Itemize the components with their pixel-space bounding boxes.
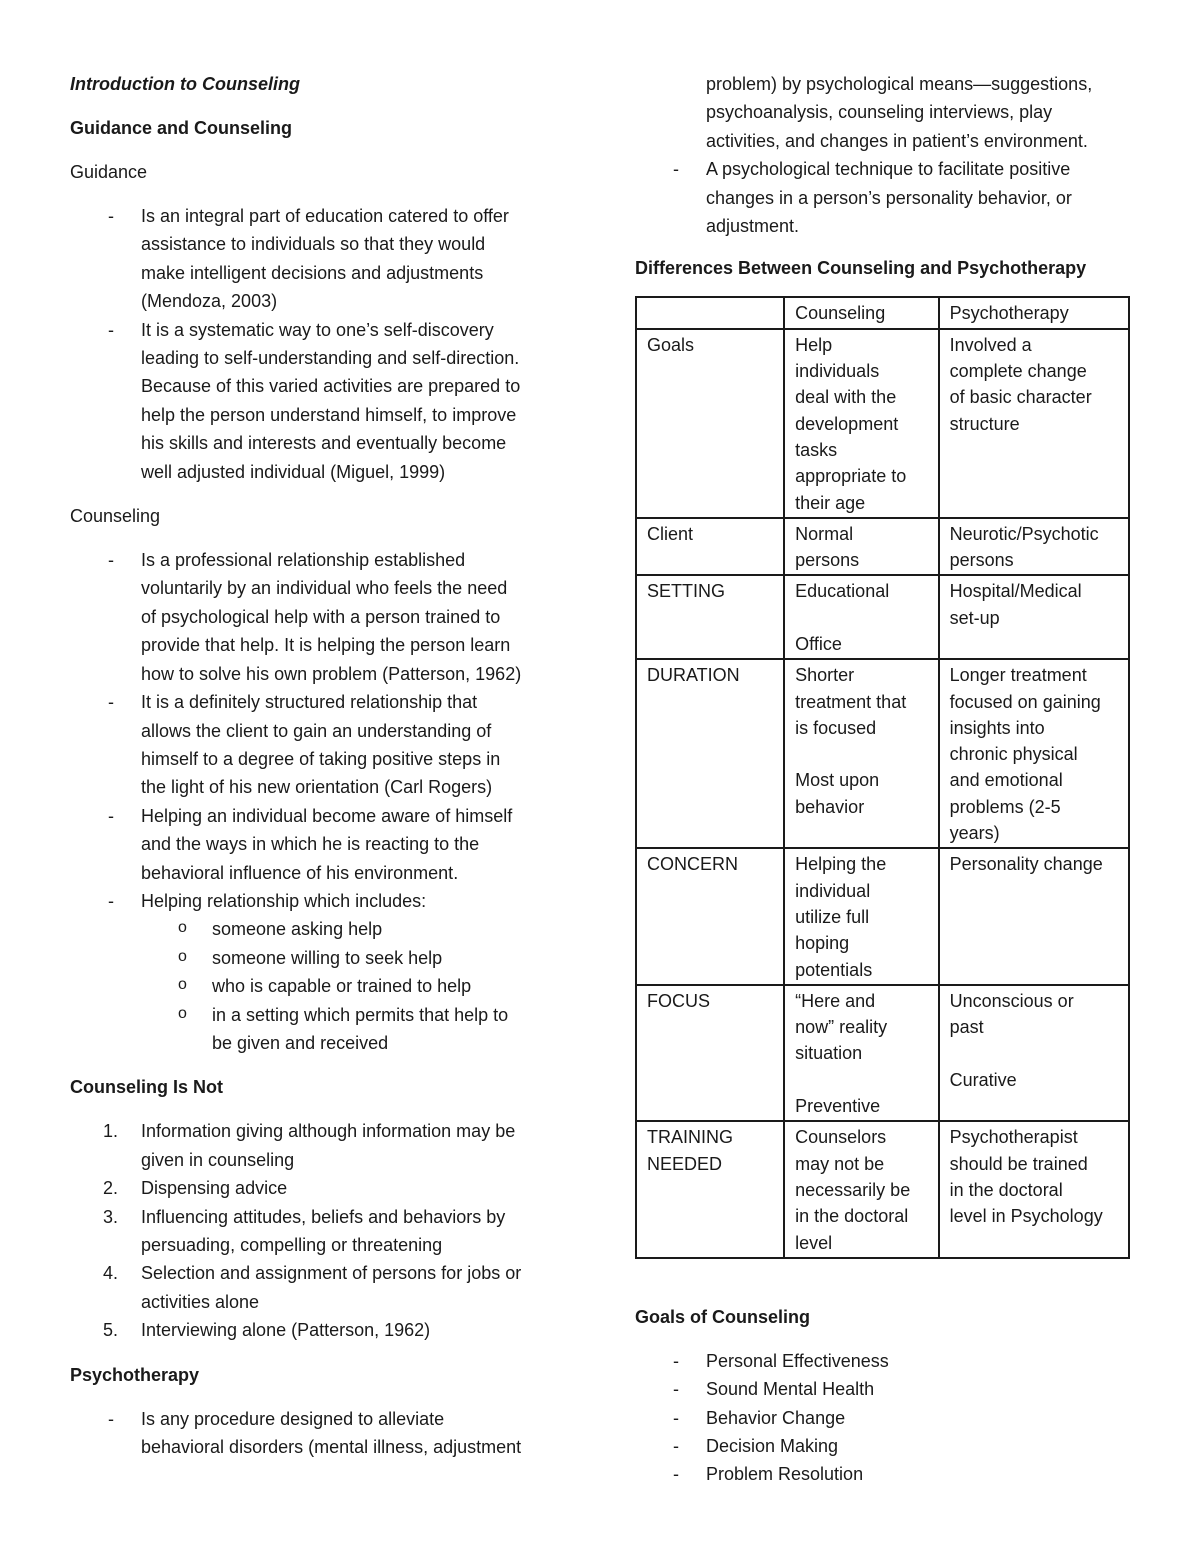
- cell-text: Goals: [647, 334, 695, 355]
- table-cell: [636, 848, 784, 984]
- psychotherapy-item: [70, 1405, 580, 1462]
- text-line: o who is capable or trained to help: [212, 976, 472, 997]
- cell-text: development: [795, 413, 899, 434]
- cell-text: Client: [647, 523, 694, 544]
- counseling-is-not-item: [70, 1174, 580, 1202]
- table-cell: [939, 518, 1129, 576]
- table-cell: [939, 848, 1129, 984]
- psychotherapy-list-continued: [635, 155, 1135, 240]
- heading-counseling-is-not: Counseling Is Not: [70, 1077, 223, 1098]
- table-cell: [636, 329, 784, 518]
- cell-text: [795, 605, 927, 631]
- cell-text: should be trained: [949, 1153, 1088, 1174]
- text-line: and the ways in which he is reacting to the: [141, 834, 480, 855]
- text-line: - Personal Effectiveness: [706, 1350, 889, 1371]
- text-line: - Is an integral part of education catered to offer: [141, 206, 509, 226]
- item-number: 1.: [103, 1121, 119, 1142]
- text-line: given in counseling: [141, 1149, 295, 1170]
- cell-text: complete change: [949, 361, 1087, 382]
- text-line: persuading, compelling or threatening: [141, 1235, 443, 1255]
- cell-text: Help: [795, 334, 833, 355]
- cell-text: Curative: [949, 1069, 1017, 1090]
- table-row: [636, 848, 1129, 984]
- table-cell: [939, 985, 1129, 1121]
- cell-text: Neurotic/Psychotic: [949, 523, 1099, 544]
- cell-text: Helping the: [795, 854, 887, 875]
- text-line: adjustment.: [706, 216, 800, 237]
- cell-text: Involved a: [949, 334, 1032, 355]
- text-line: be given and received: [212, 1032, 389, 1053]
- right-column: [635, 70, 1135, 1505]
- table-cell: [636, 297, 784, 328]
- cell-text: individual: [795, 880, 871, 901]
- text-line: help the person understand himself, to improve: [141, 404, 517, 425]
- table-cell: [784, 985, 938, 1121]
- text-line: - Helping relationship which includes:: [141, 890, 427, 911]
- text-line: his skills and interests and eventually become: [141, 433, 507, 454]
- cell-text: hoping: [795, 933, 850, 954]
- table-cell: [636, 659, 784, 848]
- goal-item: [635, 1375, 1135, 1403]
- table-cell: [939, 575, 1129, 659]
- goal-item: [635, 1460, 1135, 1488]
- table-cell: [636, 575, 784, 659]
- goals-list: [635, 1347, 1135, 1489]
- cell-text: Hospital/Medical: [949, 581, 1082, 602]
- cell-text: [795, 741, 927, 767]
- cell-text: level in Psychology: [949, 1206, 1103, 1227]
- guidance-list: [70, 202, 580, 486]
- text-line: Selection and assignment of persons for jobs or: [141, 1263, 522, 1284]
- cell-text: Preventive: [795, 1096, 881, 1117]
- table-cell: [784, 297, 938, 328]
- cell-text: of basic character: [949, 387, 1092, 408]
- text-line: provide that help. It is helping the person learn: [141, 635, 511, 656]
- heading-differences: Differences Between Counseling and Psychotherapy: [635, 258, 1087, 279]
- cell-text: [950, 1040, 1118, 1066]
- counseling-item: [70, 688, 580, 802]
- cell-text: Counselors: [795, 1127, 887, 1148]
- goal-item: [635, 1347, 1135, 1375]
- text-line: o in a setting which permits that help to: [212, 1004, 509, 1025]
- text-line: (Mendoza, 2003): [141, 291, 278, 312]
- cell-text: chronic physical: [949, 744, 1078, 765]
- cell-text: structure: [949, 413, 1020, 434]
- text-line: - Sound Mental Health: [706, 1379, 875, 1400]
- text-line: Interviewing alone (Patterson, 1962): [141, 1320, 431, 1341]
- table-cell: [939, 1121, 1129, 1257]
- cell-text: Shorter: [795, 665, 855, 686]
- cell-text: “Here and: [795, 990, 876, 1011]
- table-cell: [636, 518, 784, 576]
- text-line: leading to self-understanding and self-direction.: [141, 348, 520, 369]
- cell-text: tasks: [795, 439, 838, 460]
- cell-text: set-up: [949, 607, 1000, 628]
- cell-text: years): [949, 823, 1000, 844]
- cell-text: utilize full: [795, 906, 870, 927]
- table-cell: [784, 575, 938, 659]
- cell-text: FOCUS: [647, 990, 710, 1011]
- cell-text: now” reality: [795, 1017, 888, 1038]
- table-cell: [636, 1121, 784, 1257]
- text-line: make intelligent decisions and adjustments: [141, 262, 484, 283]
- psychotherapy-item: [635, 155, 1135, 240]
- table-cell: [636, 985, 784, 1121]
- counseling-is-not-list: [70, 1117, 580, 1344]
- counseling-item: [70, 802, 580, 887]
- table-cell: [784, 848, 938, 984]
- item-number: 5.: [103, 1320, 119, 1341]
- item-number: 3.: [103, 1206, 119, 1227]
- cell-text: situation: [795, 1043, 863, 1064]
- counseling-is-not-item: [70, 1259, 580, 1316]
- cell-text: individuals: [795, 361, 880, 382]
- text-line: the light of his new orientation (Carl Rogers): [141, 777, 493, 798]
- text-line: - It is a systematic way to one’s self-discovery: [141, 319, 494, 340]
- counseling-is-not-item: [70, 1316, 580, 1344]
- counseling-list: [70, 546, 580, 1057]
- text-line: - Decision Making: [706, 1436, 839, 1457]
- table-cell: [939, 297, 1129, 328]
- cell-text: Longer treatment: [949, 665, 1087, 686]
- table-row: [636, 575, 1129, 659]
- heading-psychotherapy: Psychotherapy: [70, 1364, 200, 1385]
- goal-item: [635, 1432, 1135, 1460]
- cell-text: DURATION: [647, 665, 740, 686]
- table-cell: [784, 1121, 938, 1257]
- table-row: [636, 518, 1129, 576]
- cell-text: NEEDED: [647, 1153, 723, 1174]
- table-cell: [939, 659, 1129, 848]
- cell-text: Normal: [795, 523, 854, 544]
- cell-text: in the doctoral: [795, 1206, 909, 1227]
- cell-text: level: [795, 1232, 833, 1253]
- text-line: - A psychological technique to facilitate positive: [706, 159, 1071, 180]
- cell-text: Most upon: [795, 770, 880, 791]
- counseling-item: [70, 887, 580, 1057]
- helping-relationship-sublist: [70, 915, 580, 1057]
- heading-goals: Goals of Counseling: [635, 1306, 811, 1327]
- cell-text: and emotional: [949, 770, 1063, 791]
- table-cell: [784, 329, 938, 518]
- psychotherapy-item-continued: [635, 70, 1135, 155]
- text-line: activities alone: [141, 1291, 260, 1312]
- counseling-is-not-item: [70, 1117, 580, 1174]
- text-line: voluntarily by an individual who feels the need: [141, 578, 508, 599]
- text-line: Because of this varied activities are prepared to: [141, 376, 521, 397]
- counseling-is-not-item: [70, 1203, 580, 1260]
- helping-subitem: [70, 1001, 580, 1058]
- text-line: Dispensing advice: [141, 1178, 288, 1199]
- cell-text: Unconscious or: [949, 990, 1074, 1011]
- text-line: assistance to individuals so that they would: [141, 234, 486, 255]
- text-line: - Is any procedure designed to alleviate: [141, 1408, 445, 1429]
- text-line: Influencing attitudes, beliefs and behaviors by: [141, 1206, 506, 1227]
- cell-text: [647, 300, 773, 326]
- table-cell: [784, 659, 938, 848]
- document-title: Introduction to Counseling: [70, 74, 300, 94]
- text-line: - Is a professional relationship established: [141, 550, 466, 571]
- cell-text: persons: [949, 550, 1014, 571]
- cell-text: Office: [795, 634, 842, 654]
- cell-text: focused on gaining: [949, 691, 1101, 712]
- table-row: [636, 659, 1129, 848]
- cell-text: past: [949, 1017, 984, 1038]
- cell-text: is focused: [795, 717, 877, 738]
- cell-text: in the doctoral: [949, 1179, 1063, 1200]
- text-line: changes in a person’s personality behavior, or: [706, 187, 1072, 208]
- cell-text: Personality change: [949, 854, 1103, 875]
- subheading-guidance: Guidance: [70, 162, 148, 182]
- subheading-counseling: Counseling: [70, 506, 161, 527]
- cell-text: deal with the: [795, 387, 897, 408]
- cell-text: necessarily be: [795, 1179, 911, 1200]
- table-header-row: [636, 297, 1129, 328]
- text-line: how to solve his own problem (Patterson, 1962): [141, 663, 522, 684]
- cell-text: [795, 1067, 927, 1093]
- cell-text: potentials: [795, 959, 873, 980]
- cell-text: treatment that: [795, 691, 907, 712]
- cell-text: insights into: [949, 717, 1045, 738]
- item-number: 2.: [103, 1178, 119, 1199]
- text-line: o someone asking help: [212, 919, 383, 940]
- text-line: - Problem Resolution: [706, 1464, 864, 1485]
- text-line: behavioral influence of his environment.: [141, 862, 459, 883]
- text-line: himself to a degree of taking positive steps in: [141, 748, 501, 769]
- text-line: behavioral disorders (mental illness, adjustment: [141, 1437, 522, 1458]
- goal-item: [635, 1404, 1135, 1432]
- cell-text: appropriate to: [795, 466, 907, 487]
- cell-text: Educational: [795, 581, 890, 602]
- cell-text: problems (2-5: [949, 796, 1061, 817]
- text-line: activities, and changes in patient’s environment.: [706, 130, 1088, 151]
- text-line: of psychological help with a person trained to: [141, 606, 501, 627]
- table-row: [636, 329, 1129, 518]
- cell-text: their age: [795, 492, 866, 513]
- text-line: - Behavior Change: [706, 1407, 846, 1428]
- cell-text: Psychotherapist: [949, 1127, 1078, 1148]
- item-number: 4.: [103, 1263, 119, 1284]
- text-line: well adjusted individual (Miguel, 1999): [141, 461, 446, 482]
- helping-subitem: [70, 972, 580, 1000]
- cell-text: CONCERN: [647, 854, 739, 875]
- cell-text: persons: [795, 550, 860, 571]
- cell-text: may not be: [795, 1153, 885, 1174]
- left-column: [70, 70, 580, 1477]
- cell-text: TRAINING: [647, 1127, 734, 1148]
- guidance-item: [70, 316, 580, 486]
- text-line: o someone willing to seek help: [212, 947, 443, 968]
- table-row: [636, 1121, 1129, 1257]
- text-line: - Helping an individual become aware of himself: [141, 805, 513, 826]
- cell-text: Counseling: [795, 303, 886, 324]
- text-line: - It is a definitely structured relationship that: [141, 692, 478, 713]
- table-cell: [939, 329, 1129, 518]
- text-line: Information giving although information may be: [141, 1121, 516, 1142]
- helping-subitem: [70, 915, 580, 943]
- differences-table: [635, 296, 1130, 1258]
- table-row: [636, 985, 1129, 1121]
- counseling-item: [70, 546, 580, 688]
- text-line: psychoanalysis, counseling interviews, play: [706, 102, 1053, 123]
- psychotherapy-list: [70, 1405, 580, 1462]
- guidance-item: [70, 202, 580, 316]
- heading-guidance-counseling: Guidance and Counseling: [70, 118, 293, 138]
- text-line: allows the client to gain an understanding of: [141, 720, 492, 741]
- helping-subitem: [70, 944, 580, 972]
- table-cell: [784, 518, 938, 576]
- text-line: problem) by psychological means—suggestions,: [706, 74, 1093, 94]
- cell-text: behavior: [795, 796, 865, 817]
- cell-text: Psychotherapy: [949, 303, 1069, 324]
- cell-text: SETTING: [647, 581, 726, 602]
